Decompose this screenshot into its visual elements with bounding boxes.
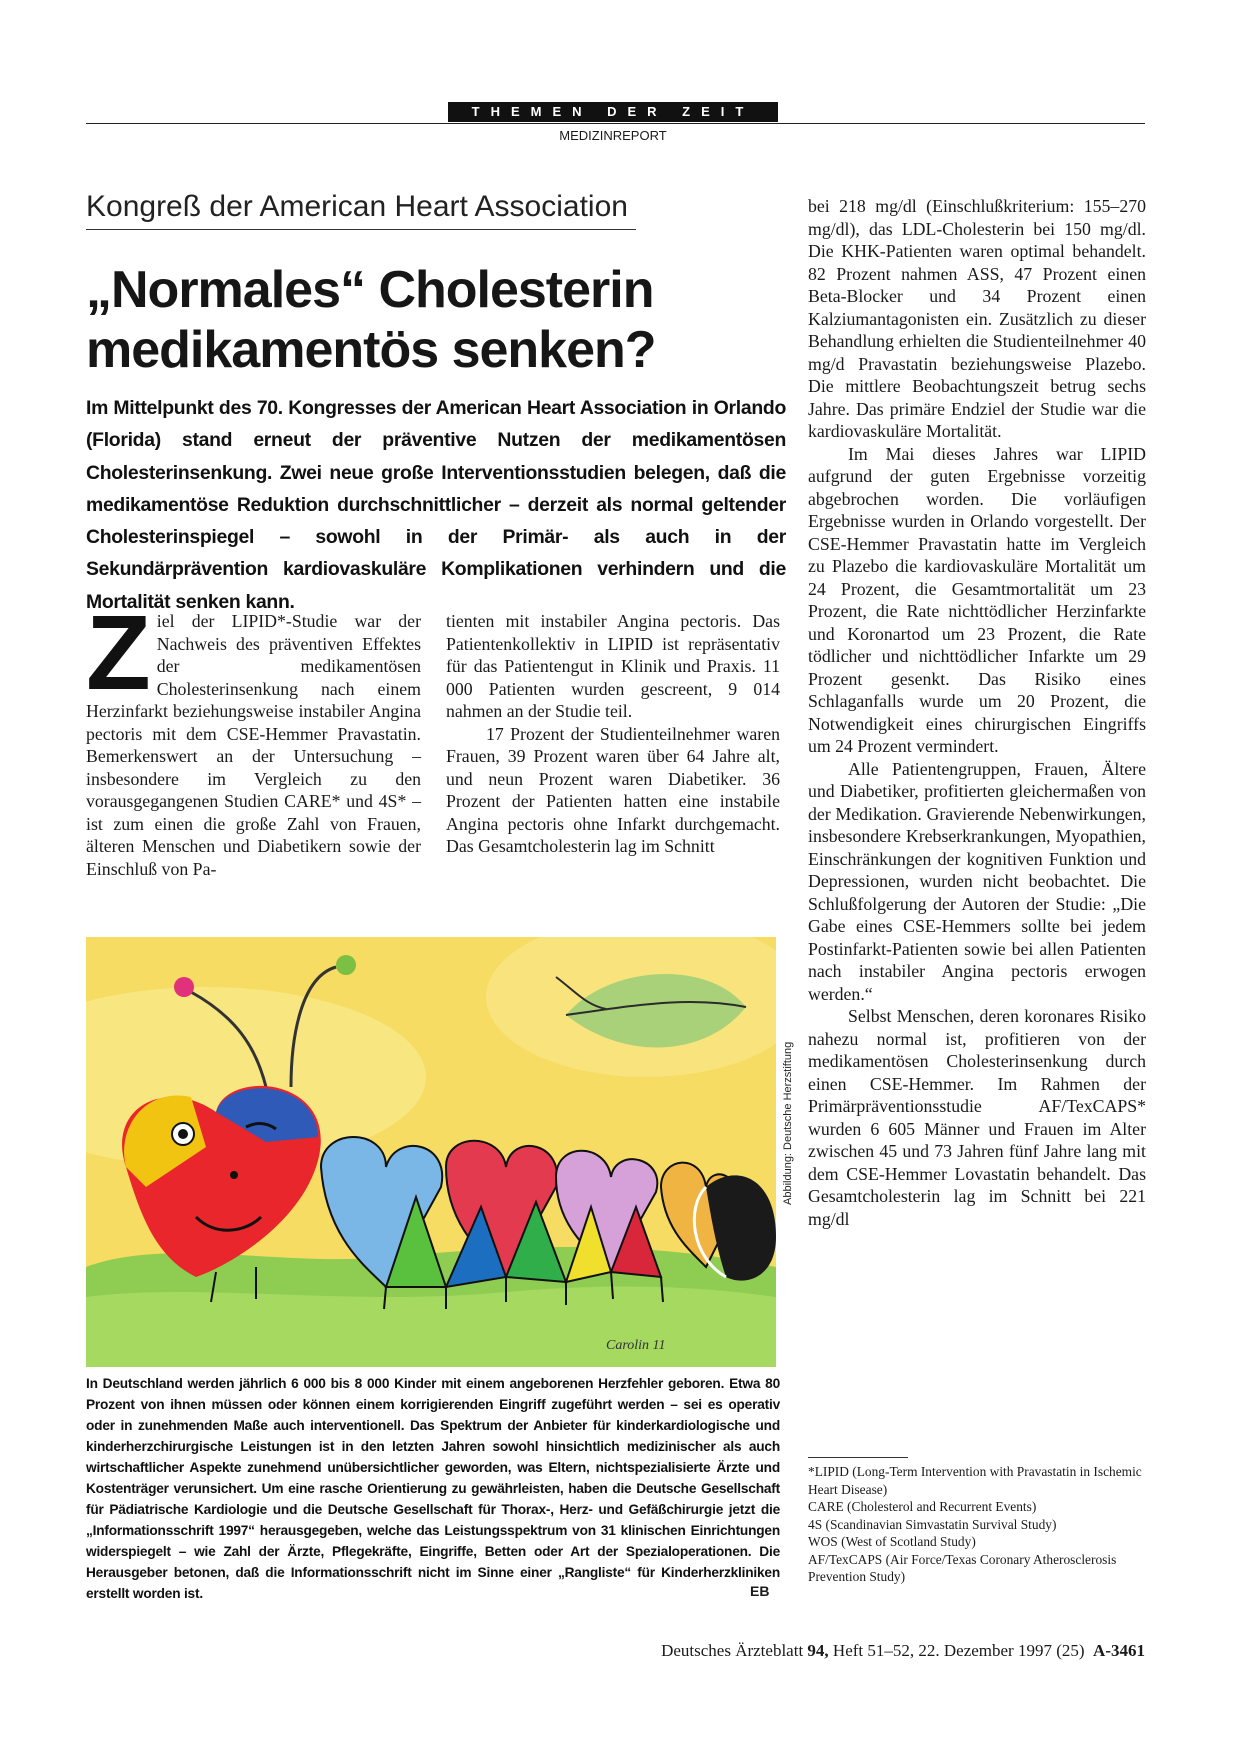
caption-author: EB bbox=[750, 1583, 770, 1599]
article-headline bbox=[86, 260, 786, 380]
footnotes bbox=[808, 1463, 1146, 1586]
body-paragraph: Selbst Menschen, deren koronares Risiko nahezu normal ist, profitieren von der medikamentösen Cholesterinsenkung durch einen CSE-Hemmer. Im Rahmen der Primärpräventionsstudie AF/TexCAPS* wurden 6 605 Männer und Frauen im Alter zwischen 45 und 73 Jahren fünf Jahre lang mit dem CSE-Hemmer Lovastatin behandelt. Das Gesamtcholesterin lag im Schnitt bei 221 mg/dl bbox=[808, 1006, 1146, 1229]
footnote-item: AF/TexCAPS (Air Force/Texas Coronary Atherosclerosis Prevention Study) bbox=[808, 1551, 1117, 1584]
figure-caption: In Deutschland werden jährlich 6 000 bis 8 000 Kinder mit einem angeborenen Herzfehler geboren. Etwa 80 Prozent von ihnen müssen oder können einem korrigierenden Eingriff zugeführt werden – sei es operativ oder in zunehmenden Maße auch interventionell. Das Spektrum der Anbieter für kinderkardiologische und kinderherzchirurgische Leistungen ist in den letzten Jahren sowohl hinsichtlich medizinischer als auch wirtschaftlicher Aspekte zunehmend unübersichtlicher geworden, was Eltern, nichtspezialisierte Ärzte und Kostenträger verunsichert. Um eine rasche Orientierung zu gewährleisten, haben die Deutsche Gesellschaft für Pädiatrische Kardiologie und die Deutsche Gesellschaft für Thorax-, Herz- und Gefäßchirurgie jetzt die „Informationsschrift 1997“ herausgegeben, welche das Leistungsspektrum von 31 klinischen Einrichtungen widerspiegelt – wie Zahl der Ärzte, Pflegekräfte, Eingriffe, Betten oder Art der Spezialoperationen. Die Herausgeber betonen, daß die Informationsschrift nicht im Sinne einer „Rangliste“ für Kinderherzkliniken erstellt worden ist. bbox=[86, 1376, 780, 1601]
page-number: A-3461 bbox=[1093, 1641, 1145, 1660]
volume-number: 94, bbox=[807, 1641, 829, 1660]
body-paragraph: bei 218 mg/dl (Einschlußkriterium: 155–270 mg/dl), das LDL-Cholesterin bei 150 mg/dl. Die KHK-Patienten waren optimal behandelt. 82 Prozent nahmen ASS, 47 Prozent einen Beta-Blocker und 34 Prozent einen Kalziumantagonisten ein. Zusätzlich zu dieser Behandlung erhielten die Studienteilnehmer 40 mg/d Pravastatin beziehungsweise Plazebo. Die mittlere Beobachtungszeit betrug sechs Jahre. Das primäre Endziel der Studie war die kardiovaskuläre Mortalität. bbox=[808, 196, 1146, 441]
header-rule bbox=[86, 123, 1145, 124]
caterpillar-drawing bbox=[86, 937, 776, 1367]
footnote-rule bbox=[808, 1457, 908, 1458]
image-credit: Abbildung: Deutsche Herzstiftung bbox=[782, 1041, 794, 1205]
footnote-item: CARE (Cholesterol and Recurrent Events) bbox=[808, 1499, 1037, 1514]
journal-name: Deutsches Ärzteblatt bbox=[661, 1641, 804, 1660]
article-lead: Im Mittelpunkt des 70. Kongresses der American Heart Association in Orlando (Florida) stand erneut der präventive Nutzen der medikamentösen Cholesterinsenkung. Zwei neue große Interventionsstudien belegen, daß die medikamentöse Reduktion durchschnittlicher – derzeit als normal geltender Cholesterinspiegel – sowohl in der Primär- als auch in der Sekundärprävention kardiovaskuläre Komplikationen verhindern und die Mortalität senken kann. bbox=[86, 397, 786, 613]
body-paragraph: 17 Prozent der Studienteilnehmer waren Frauen, 39 Prozent waren über 64 Jahre alt, und neun Prozent waren Diabetiker. 36 Prozent der Patienten hatten eine instabile Angina pectoris ohne Infarkt durchgemacht. Das Gesamtcholesterin lag im Schnitt bbox=[446, 723, 780, 856]
footnote-item: *LIPID (Long-Term Intervention with Pravastatin in Ischemic Heart Disease) bbox=[808, 1464, 1142, 1497]
body-paragraph: Im Mai dieses Jahres war LIPID aufgrund der guten Ergebnisse vorzeitig abgebrochen worden. Die vorläufigen Ergebnisse wurden in Orlando vorgestellt. Der CSE-Hemmer Pravastatin hatte im Vergleich zu Plazebo die kardiovaskuläre Mortalität um 24 Prozent, die Gesamtmortalität um 23 Prozent, die Rate nichttödlicher Herzinfarkte und Koronartod um 23 Prozent, die Rate tödlicher und nichttödlicher Infarkte um 29 Prozent gesenkt. Das Risiko eines Schlaganfalls wurde um 20 Prozent, die Notwendigkeit eines chirurgischen Eingriffs um 24 Prozent vermindert. bbox=[808, 443, 1146, 756]
page-footer bbox=[661, 1641, 1145, 1661]
issue-info: Heft 51–52, 22. Dezember 1997 (25) bbox=[832, 1641, 1085, 1660]
article-kicker: Kongreß der American Heart Association bbox=[86, 190, 636, 230]
subsection-label: MEDIZINREPORT bbox=[559, 128, 667, 143]
section-label: THEMEN DER ZEIT bbox=[448, 102, 778, 122]
text-column-2 bbox=[446, 610, 780, 858]
footnote-item: WOS (West of Scotland Study) bbox=[808, 1534, 976, 1549]
artist-signature: Carolin 11 bbox=[606, 1338, 666, 1353]
headline-line-2: medikamentös senken? bbox=[86, 321, 656, 379]
body-paragraph: iel der LIPID*-Studie war der Nachweis des präventiven Effektes der medikamentösen Cholesterinsenkung nach einem Herzinfarkt beziehungsweise instabiler Angina pectoris mit dem CSE-Hemmer Pravastatin. Bemerkenswert an der Untersuchung – insbesondere im Vergleich zu den vorausgegangenen Studien CARE* und 4S* – ist zum einen die große Zahl von Frauen, älteren Menschen und Diabetikern sowie der Einschluß von Pa- bbox=[86, 611, 421, 879]
body-paragraph: Alle Patientengruppen, Frauen, Ältere und Diabetiker, profitierten gleichermaßen von der Medikation. Gravierende Nebenwirkungen, insbesondere Krebserkrankungen, Myopathien, Einschränkungen der kognitiven Funktion und Depressionen, wurden nicht beobachtet. Die Schlußfolgerung der Autoren der Studie: „Die Gabe eines CSE-Hemmers sollte bei jedem Postinfarkt-Patienten sowie bei allen Patienten nach instabiler Angina pectoris erwogen werden.“ bbox=[808, 758, 1146, 1004]
footnote-item: 4S (Scandinavian Simvastatin Survival Study) bbox=[808, 1516, 1057, 1532]
body-paragraph: tienten mit instabiler Angina pectoris. Das Patientenkollektiv in LIPID ist repräsentativ für das Patientengut in Klinik und Praxis. 11 000 Patienten wurden gescreent, 9 014 nahmen an der Studie teil. bbox=[446, 611, 780, 721]
headline-line-1: „Normales“ Cholesterin bbox=[86, 261, 654, 319]
text-column-3 bbox=[808, 195, 1146, 1230]
text-column-1 bbox=[86, 594, 421, 880]
drop-cap: Z bbox=[86, 594, 151, 712]
